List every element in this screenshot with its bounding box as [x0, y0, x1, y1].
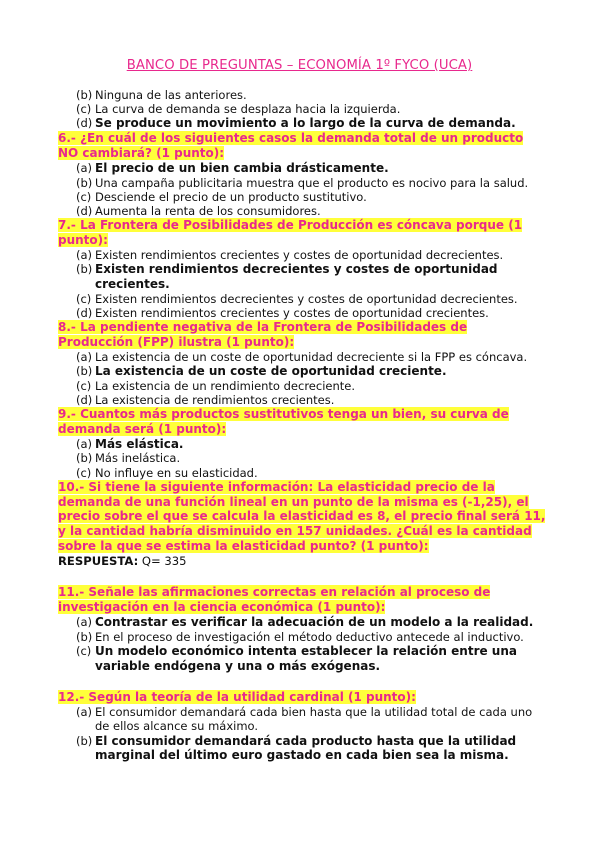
question-text: 12.- Según la teoría de la utilidad cardinal (1 punto): — [58, 690, 416, 705]
option-text: La existencia de un coste de oportunidad decreciente si la FPP es cóncava. — [95, 349, 528, 364]
question-11 — [58, 585, 546, 615]
option-text: Se produce un movimiento a lo largo de la curva de demanda. — [95, 116, 516, 131]
option-label: (a) — [76, 436, 93, 451]
option-text: La curva de demanda se desplaza hacia la izquierda. — [95, 102, 401, 117]
question-text: 6.- ¿En cuál de los siguientes casos la demanda total de un producto NO cambiará? (1 punto): — [58, 131, 524, 160]
option-text: Aumenta la renta de los consumidores. — [95, 204, 321, 218]
option-label: (d) — [76, 116, 93, 131]
question-9 — [58, 407, 546, 437]
question-text: 9.- Cuantos más productos sustitutivos tenga un bien, su curva de demanda será (1 punto): — [58, 407, 509, 436]
option-label: (b) — [76, 175, 93, 190]
option-label: (c) — [76, 378, 92, 393]
page-title: BANCO DE PREGUNTAS – ECONOMÍA 1º FYCO (UCA) — [126, 58, 473, 73]
option-b — [76, 88, 546, 102]
question-7 — [58, 218, 546, 248]
option-a — [76, 705, 546, 733]
answer-value: Q= 335 — [141, 553, 187, 568]
option-d — [76, 393, 546, 407]
option-text: En el proceso de investigación el método deductivo antecede al inductivo. — [95, 629, 524, 644]
option-label: (a) — [76, 705, 93, 720]
option-d — [76, 306, 546, 320]
option-text: Un modelo económico intenta establecer la relación entre una variable endógena y una o más exógenas. — [95, 643, 517, 673]
option-text: Ninguna de las anteriores. — [95, 88, 247, 102]
option-label: (b) — [76, 733, 93, 748]
option-label: (b) — [76, 363, 93, 378]
option-text: Existen rendimientos crecientes y costes de oportunidad crecientes. — [95, 305, 489, 320]
option-text: Existen rendimientos crecientes y costes de oportunidad decrecientes. — [95, 247, 504, 262]
option-c — [76, 379, 546, 393]
option-label: (b) — [76, 451, 93, 466]
option-text: El precio de un bien cambia drásticamente. — [95, 160, 389, 175]
option-label: (b) — [76, 629, 93, 644]
option-label: (c) — [76, 189, 92, 204]
option-d-correct — [76, 116, 546, 131]
option-text: El consumidor demandará cada producto hasta que la utilidad marginal del último euro gastado en cada bien sea la misma. — [95, 733, 517, 763]
option-c — [76, 190, 546, 204]
option-label: (c) — [76, 643, 92, 658]
option-b — [76, 451, 546, 465]
option-text: La existencia de un rendimiento decreciente. — [95, 378, 355, 393]
option-label: (c) — [76, 291, 92, 306]
option-text: Más elástica. — [95, 436, 184, 451]
option-c — [76, 466, 546, 480]
spacer — [58, 568, 546, 585]
option-text: Existen rendimientos decrecientes y costes de oportunidad decrecientes. — [95, 291, 518, 306]
question-text: 10.- Si tiene la siguiente información: La elasticidad precio de la demanda de una función lineal en un punto de la misma es (-1,25), el precio sobre el que se calcula la elasticidad es 8, el precio final será 11, y la cantidad habría disminuido en 157 unidades. ¿Cuál es la cantidad sobre la que se estima la elasticidad punto? (1 punto): — [58, 479, 546, 553]
question-text: 8.- La pendiente negativa de la Frontera de Posibilidades de Producción (FPP) ilustra (1 punto): — [58, 320, 468, 349]
question-6 — [58, 131, 546, 161]
option-b-correct — [76, 262, 546, 292]
option-a-correct — [76, 161, 546, 176]
option-label: (c) — [76, 102, 92, 117]
question-8 — [58, 320, 546, 350]
option-text: No influye en su elasticidad. — [95, 465, 258, 480]
option-label: (a) — [76, 349, 93, 364]
option-a-correct — [76, 437, 546, 452]
option-label: (d) — [76, 305, 93, 320]
option-label: (b) — [76, 262, 93, 276]
option-d — [76, 204, 546, 218]
answer-line — [58, 554, 546, 569]
answer-label: RESPUESTA: — [58, 553, 139, 568]
option-text: Contrastar es verificar la adecuación de un modelo a la realidad. — [95, 614, 534, 629]
option-text: Existen rendimientos decrecientes y costes de oportunidad crecientes. — [95, 262, 498, 291]
option-label: (b) — [76, 88, 93, 102]
option-text: Más inelástica. — [95, 451, 181, 466]
option-c — [76, 102, 546, 116]
option-text: El consumidor demandará cada bien hasta que la utilidad total de cada uno de ellos alcance su máximo. — [95, 705, 533, 734]
option-a-correct — [76, 615, 546, 630]
option-text: La existencia de un coste de oportunidad creciente. — [95, 363, 447, 378]
option-b — [76, 176, 546, 190]
question-12 — [58, 690, 546, 705]
spacer — [58, 673, 546, 690]
question-text: 7.- La Frontera de Posibilidades de Producción es cóncava porque (1 punto): — [58, 218, 523, 247]
option-b-correct — [76, 734, 546, 764]
option-c — [76, 292, 546, 306]
option-a — [76, 350, 546, 364]
option-label: (d) — [76, 392, 93, 407]
question-10 — [58, 480, 546, 554]
option-text: Desciende el precio de un producto sustitutivo. — [95, 189, 367, 204]
question-list — [58, 88, 546, 763]
option-b-correct — [76, 364, 546, 379]
option-label: (d) — [76, 204, 93, 218]
option-text: La existencia de rendimientos crecientes. — [95, 392, 335, 407]
option-label: (a) — [76, 247, 93, 262]
option-label: (a) — [76, 160, 93, 175]
question-text: 11.- Señale las afirmaciones correctas en relación al proceso de investigación en la ciencia económica (1 punto): — [58, 585, 491, 615]
option-label: (a) — [76, 614, 93, 629]
option-text: Una campaña publicitaria muestra que el producto es nocivo para la salud. — [95, 175, 529, 190]
option-label: (c) — [76, 465, 92, 480]
option-a — [76, 248, 546, 262]
option-b — [76, 630, 546, 644]
option-c-correct — [76, 644, 546, 674]
